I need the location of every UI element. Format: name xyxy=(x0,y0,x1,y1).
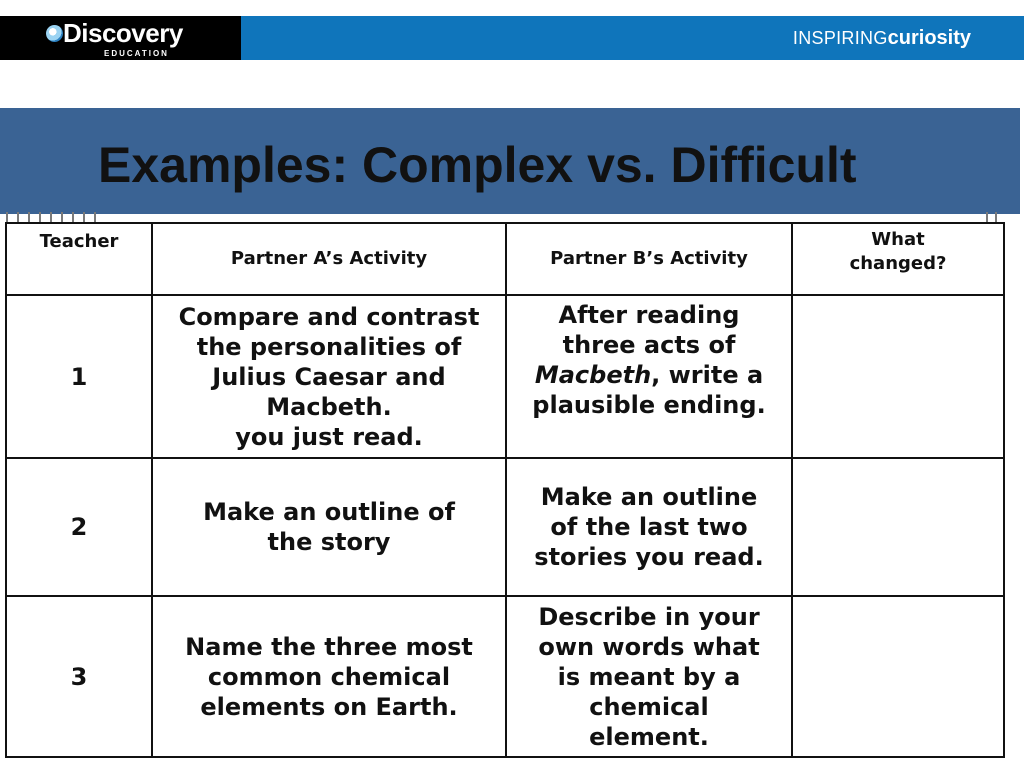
text-line: Make an outline of xyxy=(203,498,455,526)
text-line: you just read. xyxy=(235,422,423,451)
tagline-curiosity: curiosity xyxy=(887,27,971,49)
header-teacher: Teacher xyxy=(6,223,152,295)
text-line: elements on Earth. xyxy=(200,692,458,721)
table-row xyxy=(6,596,1004,757)
scan-artifact-right xyxy=(986,212,1002,222)
text-line: Compare and contrast xyxy=(178,302,480,331)
text-line: chemical xyxy=(589,692,709,721)
row-number: 3 xyxy=(6,596,152,757)
header-what-changed-line2: changed? xyxy=(849,253,947,274)
text-line: Name the three most xyxy=(185,632,473,661)
logo-subtext: EDUCATION xyxy=(104,49,169,58)
text-line: element. xyxy=(589,722,709,751)
header-partner-b: Partner B’s Activity xyxy=(506,223,792,295)
logo-wordmark: Discovery xyxy=(63,18,183,48)
header-partner-a: Partner A’s Activity xyxy=(152,223,506,295)
table-header-row xyxy=(6,223,1004,295)
top-banner xyxy=(0,16,1024,60)
partner-b-activity xyxy=(506,596,792,757)
partner-b-activity xyxy=(506,295,792,458)
partner-a-activity xyxy=(152,596,506,757)
what-changed-cell xyxy=(792,596,1004,757)
partner-a-activity xyxy=(152,295,506,458)
text-line: three acts of xyxy=(562,331,736,359)
globe-icon xyxy=(46,25,63,42)
text-fragment: , write a xyxy=(651,361,764,389)
row-number: 1 xyxy=(6,295,152,458)
text-line: Macbeth. xyxy=(266,392,392,421)
slide-title: Examples: Complex vs. Difficult xyxy=(98,137,857,193)
header-what-changed xyxy=(792,223,1004,295)
text-line: stories you read. xyxy=(534,543,764,571)
text-line: Describe in your xyxy=(538,602,760,631)
title-band xyxy=(0,108,1020,214)
partner-a-activity xyxy=(152,458,506,596)
scan-artifact-left xyxy=(6,212,98,222)
what-changed-cell xyxy=(792,458,1004,596)
what-changed-cell xyxy=(792,295,1004,458)
table-row xyxy=(6,458,1004,596)
text-line: After reading xyxy=(558,301,740,329)
text-line xyxy=(511,360,787,390)
tagline xyxy=(793,26,971,50)
text-line: common chemical xyxy=(207,662,451,691)
comparison-table xyxy=(5,222,1005,758)
text-line: the story xyxy=(267,528,391,556)
text-line: Julius Caesar and xyxy=(212,362,446,391)
partner-b-activity xyxy=(506,458,792,596)
macbeth-italic: Macbeth xyxy=(534,361,652,389)
tagline-inspiring: INSPIRING xyxy=(792,28,888,48)
header-what-changed-line1: What xyxy=(871,229,925,250)
discovery-education-logo xyxy=(0,16,241,60)
text-line: Make an outline xyxy=(540,483,758,511)
text-line: plausible ending. xyxy=(532,391,766,419)
text-line: is meant by a xyxy=(557,662,741,691)
row-number: 2 xyxy=(6,458,152,596)
table-row xyxy=(6,295,1004,458)
text-line: the personalities of xyxy=(196,332,462,361)
text-line: own words what xyxy=(538,632,760,661)
text-line: of the last two xyxy=(550,513,748,541)
